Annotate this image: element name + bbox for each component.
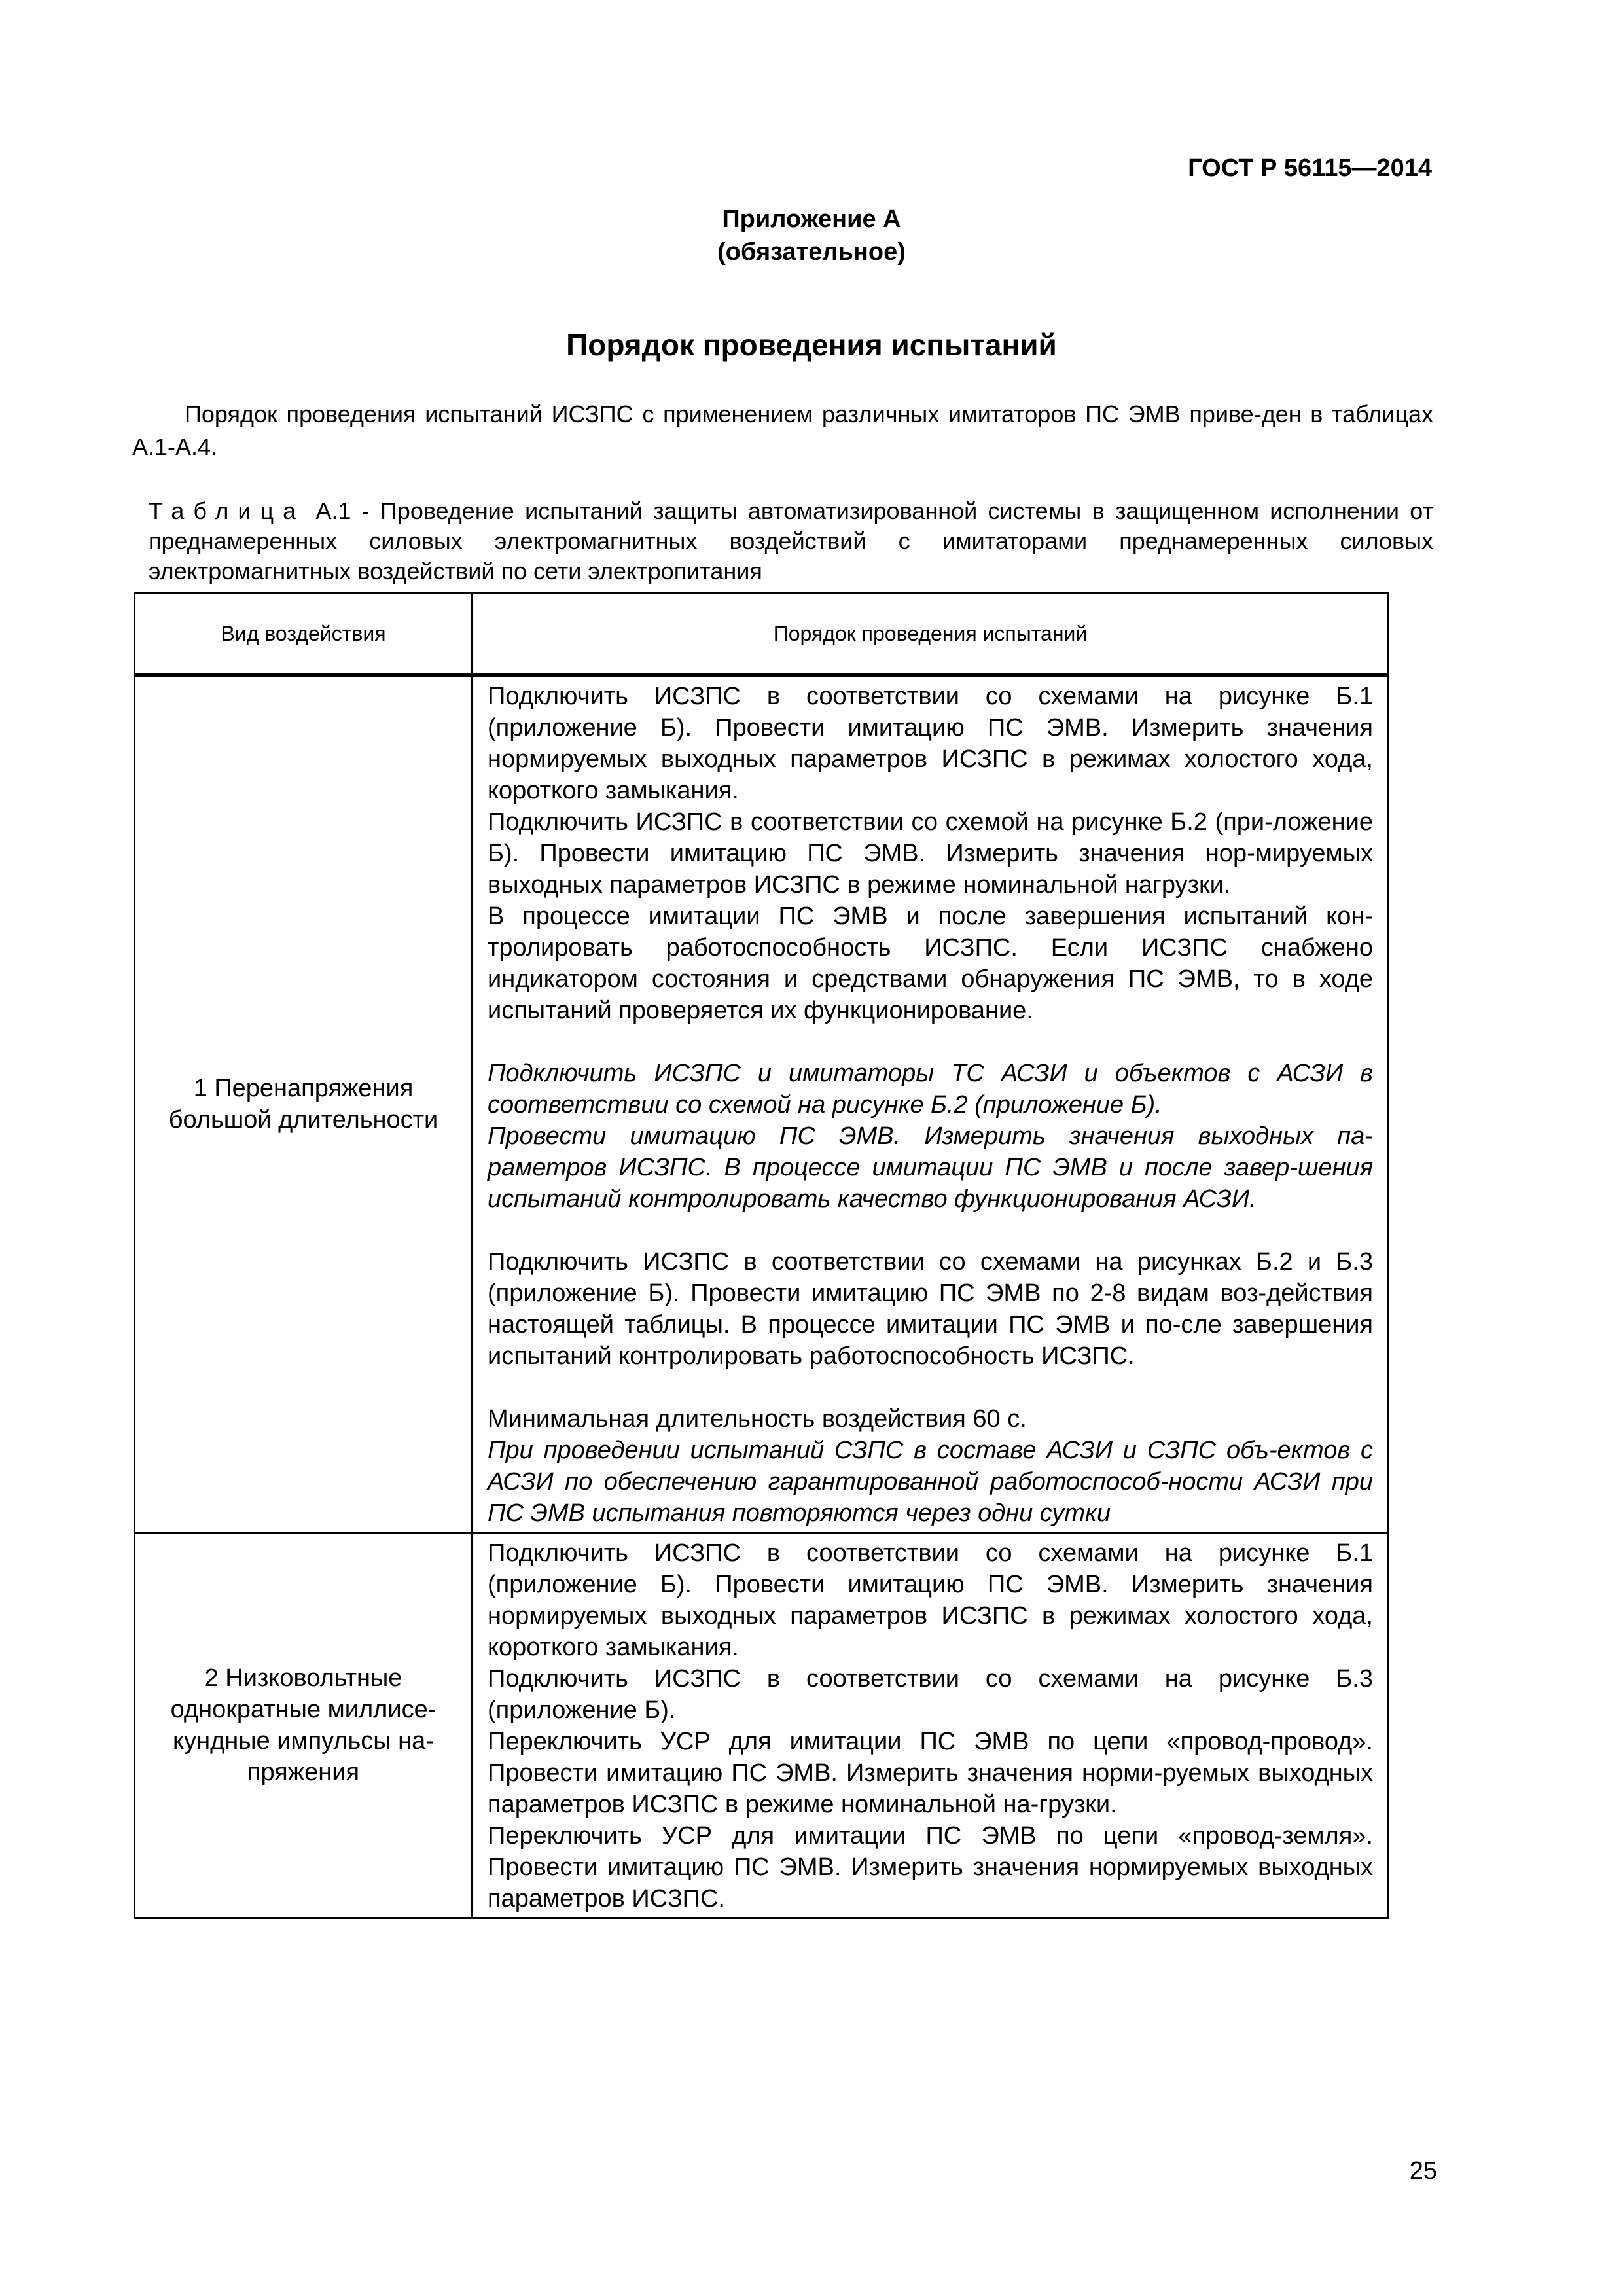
procedure-paragraph: Подключить ИСЗПС в соответствии со схемами на рисунках Б.2 и Б.3 (приложение Б). Провести имитацию ПС ЭМВ по 2-8 видам воз-действия настоящей таблицы. В процессе имитации ПС ЭМВ и по-сле завершения испытаний контролировать работоспособность ИСЗПС. [488,1248,1373,1370]
table-row [135,675,1389,1533]
table-caption-label: Таблица [149,497,306,524]
annex-heading [0,203,1623,268]
table-row [135,1533,1389,1918]
procedure-paragraph: Минимальная длительность воздействия 60 с. [488,1405,1027,1433]
cell-procedure [473,675,1389,1533]
table-caption-text: А.1 - Проведение испытаний защиты автоматизированной системы в защищенном исполнении от преднамеренных силовых электромагнитных воздействий с имитаторами преднамеренных силовых электромагнитных воздействий по сети электропитания [149,497,1433,584]
procedure-paragraph: Подключить ИСЗПС и имитаторы ТС АСЗИ и объектов с АСЗИ в соответствии со схемой на рисунке Б.2 (приложение Б). [488,1060,1373,1119]
table-caption [149,496,1433,586]
column-header-kind: Вид воздействия [135,594,473,675]
annex-title: Приложение А [722,206,901,233]
intro-paragraph: Порядок проведения испытаний ИСЗПС с применением различных имитаторов ПС ЭМВ приве-ден в таблицах А.1-А.4. [132,401,1433,460]
procedure-paragraph: Переключить УСР для имитации ПС ЭМВ по цепи «провод-земля». Провести имитацию ПС ЭМВ. Измерить значения нормируемых выходных параметров ИСЗПС. [488,1822,1373,1912]
annex-status: (обязательное) [717,238,906,266]
procedure-paragraph: Подключить ИСЗПС в соответствии со схемами на рисунке Б.3 (приложение Б). [488,1665,1373,1724]
test-procedure-table [134,592,1389,1919]
cell-impact-kind: 1 Перенапряжения большой длительности [135,675,473,1533]
column-header-procedure: Порядок проведения испытаний [473,594,1389,675]
procedure-paragraph: Провести имитацию ПС ЭМВ. Измерить значения выходных па-раметров ИСЗПС. В процессе имитации ПС ЭМВ и после завер-шения испытаний контролировать качество функционирования АСЗИ. [488,1122,1373,1213]
table-header-row [135,594,1389,675]
cell-impact-kind: 2 Низковольтные однократные миллисе-кундные импульсы на-пряжения [135,1533,473,1918]
page-number: 25 [1409,2157,1437,2185]
section-title: Порядок проведения испытаний [566,328,1057,362]
procedure-paragraph: Подключить ИСЗПС в соответствии со схемой на рисунке Б.2 (при-ложение Б). Провести имитацию ПС ЭМВ. Измерить значения нор-мируемых выходных параметров ИСЗПС в режиме номинальной нагрузки. [488,808,1373,899]
cell-procedure [473,1533,1389,1918]
procedure-paragraph: В процессе имитации ПС ЭМВ и после завершения испытаний кон-тролировать работоспособность ИСЗПС. Если ИСЗПС снабжено индикатором состояния и средствами обнаружения ПС ЭМВ, то в ходе испытаний проверяется их функционирование. [488,903,1373,1024]
procedure-paragraph: Подключить ИСЗПС в соответствии со схемами на рисунке Б.1 (приложение Б). Провести имитацию ПС ЭМВ. Измерить значения нормируемых выходных параметров ИСЗПС в режимах холостого хода, короткого замыкания. [488,1539,1373,1661]
procedure-paragraph: Переключить УСР для имитации ПС ЭМВ по цепи «провод-провод». Провести имитацию ПС ЭМВ. Измерить значения норми-руемых выходных параметров ИСЗПС в режиме номинальной на-грузки. [488,1728,1373,1818]
procedure-paragraph: При проведении испытаний СЗПС в составе АСЗИ и СЗПС объ-ектов с АСЗИ по обеспечению гарантированной работоспособ-ности АСЗИ при ПС ЭМВ испытания повторяются через одни сутки [488,1437,1373,1527]
standard-designation: ГОСТ Р 56115—2014 [1188,154,1432,182]
procedure-paragraph: Подключить ИСЗПС в соответствии со схемами на рисунке Б.1 (приложение Б). Провести имитацию ПС ЭМВ. Измерить значения нормируемых выходных параметров ИСЗПС в режимах холостого хода, короткого замыкания. [488,683,1373,804]
